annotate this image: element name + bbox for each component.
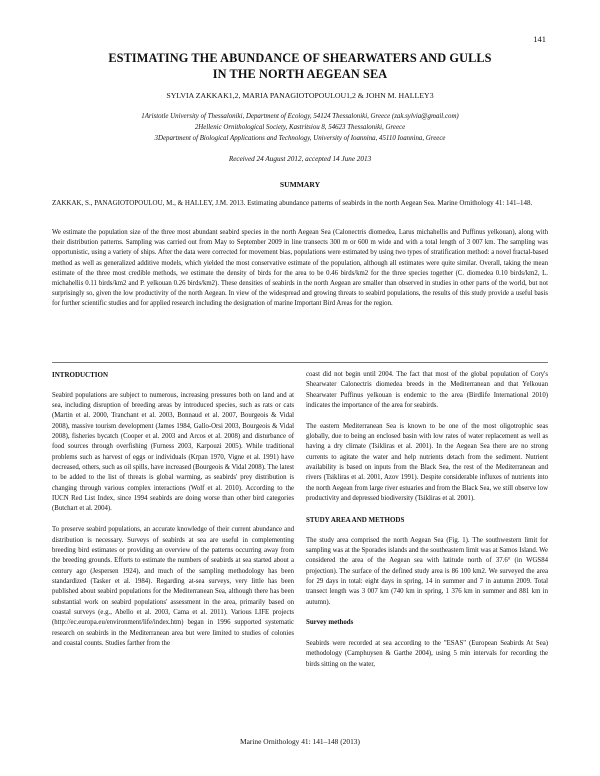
citation: ZAKKAK, S., PANAGIOTOPOULOU, M., & HALLEY, J.M. 2013. Estimating abundance patterns of seabirds in the north Aegean Sea. Marine Ornithology 41: 141–148. <box>52 199 533 207</box>
title-line: IN THE NORTH AEGEAN SEA <box>212 67 388 81</box>
right-column <box>306 370 548 670</box>
body-paragraph: The eastern Mediterranean Sea is known to be one of the most oligotrophic seas globally, due to being an enclosed basin with low rates of water replacement as well as having a dry climate (Tsikliras et al. 2001). In the Aegean Sea there are no strong currents to agitate the water and help nutrients detach from the sediment. Nutrient availability is based on inputs from the Black Sea, the rest of the Mediterranean and rivers (Tsikliras et al. 2001, Azov 1991). Despite considerable influxes of nutrients into the north Aegean from large river estuaries and from the Black Sea, we still observe low productivity and depressed biodiversity (Tsikliras et al. 2001). <box>306 422 548 503</box>
body-paragraph: Seabirds were recorded at sea according to the "ESAS" (European Seabirds At Sea) methodology (Camphuysen & Garthe 2004), using 5 min intervals for recording the birds sitting on the water, <box>306 639 548 668</box>
affiliation-1: 1Aristotle University of Thessaloniki, Department of Ecology, 54124 Thessaloniki, Greece (zak.sylvia@gmail.com) <box>141 113 459 120</box>
affiliation-3: 3Department of Biological Applications and Technology, University of Ioannina, 45110 Ioannina, Greece <box>154 135 446 142</box>
title-line: ESTIMATING THE ABUNDANCE OF SHEARWATERS AND GULLS <box>108 51 492 65</box>
body-paragraph: The study area comprised the north Aegean Sea (Fig. 1). The southwestern limit for sampling was at the Sporades islands and the southeastern limit was at Samos Island. We considered the area of the Aegean sea with latitude north of 37.6° (in WGS84 projection). The surface of the defined study area is 86 100 km2. We surveyed the area for 29 days in total: eight days in spring, 14 in summer and 7 in autumn 2009. Total transect length was 3 007 km (740 km in spring, 1 376 km in summer and 881 km in autumn). <box>306 536 548 606</box>
body-paragraph: To preserve seabird populations, an accurate knowledge of their current abundance and distribution is necessary. Surveys of seabirds at sea are useful in complementing breeding bird estimates or providing an overview of the patterns occurring away from the breeding grounds. Efforts to estimate the numbers of seabirds at sea started about a century ago (Jespersen 1924), and much of the sampling methodology has been standardized (Tasker et al. 1984). Regarding at-sea surveys, very little has been published about seabird populations for the Mediterranean Sea, although there has been substantial work on seabird populations' assessment in the area, primarily based on coastal surveys (e.g., Abello et al. 2003, Cama et al. 2011). Various LIFE projects (http://ec.europa.eu/environment/life/index.htm) began in 1996 supported systematic research on seabirds in the Mediterranean area but were limited to studies of colonies and coastal counts. Studies farther from the <box>52 526 294 647</box>
paper-title <box>40 50 560 82</box>
body-paragraph: Seabird populations are subject to numerous, increasing pressures both on land and at sea, including disruption of breeding areas by introduced species, such as rats or cats (Martin et al. 2000, Tranchant et al. 2003, Bonnaud et al. 2007, Bourgeois & Vidal 2008), massive tourism development (James 1984, Gallo-Orsi 2003, Bourgeois & Vidal 2008), fisheries bycatch (Cooper et al. 2003 and Arcos et al. 2008) and disturbance of food sources through overfishing (Furness 2003, Karpouzi 2005). While traditional problems such as harvest of eggs or individuals (Krpan 1970, Vigne et al. 1991) have decreased, others, such as oil spills, have increased (Bourgeois & Vidal 2008). The latest to be added to the list of threats is global warming, as seabirds' prey distribution is changing through various complex interactions (Wolf et al. 2010). According to the IUCN Red List Index, since 1994 seabirds are doing worse than other bird categories (Butchart et al. 2004). <box>52 391 294 513</box>
page-number: 141 <box>533 34 546 44</box>
author-list: SYLVIA ZAKKAK1,2, MARIA PANAGIOTOPOULOU1,2 & JOHN M. HALLEY3 <box>166 91 434 100</box>
section-divider <box>52 362 548 363</box>
introduction-heading: INTRODUCTION <box>52 371 109 379</box>
received-dates: Received 24 August 2012, accepted 14 June 2013 <box>228 155 372 163</box>
survey-methods-heading: Survey methods <box>306 619 354 627</box>
page-footer: Marine Ornithology 41: 141–148 (2013) <box>240 737 360 746</box>
affiliation-2: 2Hellenic Ornithological Society, Kastritsiou 8, 54623 Thessaloniki, Greece <box>194 124 406 131</box>
abstract: We estimate the population size of the three most abundant seabird species in the north Aegean Sea (Calonectris diomedea, Larus michahellis and Puffinus yelkouan), along with their distribution patterns. Sampling was carried out from May to September 2009 in line transects 300 m or 600 m wide and with a total length of 3 007 km. The sampling was opportunistic, using a variety of ships. After the data were corrected for movement bias, populations were estimated by using two types of stratification method: a novel fractal-based method as well as generalized additive models, which yielded the most conservative estimate of the population, although all estimates were quite similar. Overall, taking the mean estimate of the three most credible methods, we estimate the density of birds for the area to be 0.46 birds/km2 for the three species together (C. diomedea 0.10 birds/km2, L. michahellis 0.11 birds/km2 and P. yelkouan 0.26 birds/km2). These densities of seabirds in the north Aegean are smaller than observed in studies in other parts of the world, but not surprisingly so, given the low productivity of the north Aegean. In view of the widespread and growing threats to seabird populations, the results of this study provide a useful basis for further scientific studies and for applied research including the designation of marine Important Bird Areas for the region. <box>52 229 548 308</box>
study-area-heading: STUDY AREA AND METHODS <box>306 515 405 524</box>
summary-heading: SUMMARY <box>279 180 321 189</box>
body-paragraph: coast did not begin until 2004. The fact that most of the global population of Cory's Shearwater Calonectris diomedea breeds in the Mediterranean and that Yelkouan Shearwater Puffinus yelkouan is endemic to the area (Birdlife International 2010) indicates the importance of the area for seabirds. <box>306 371 548 410</box>
left-column <box>52 370 294 649</box>
